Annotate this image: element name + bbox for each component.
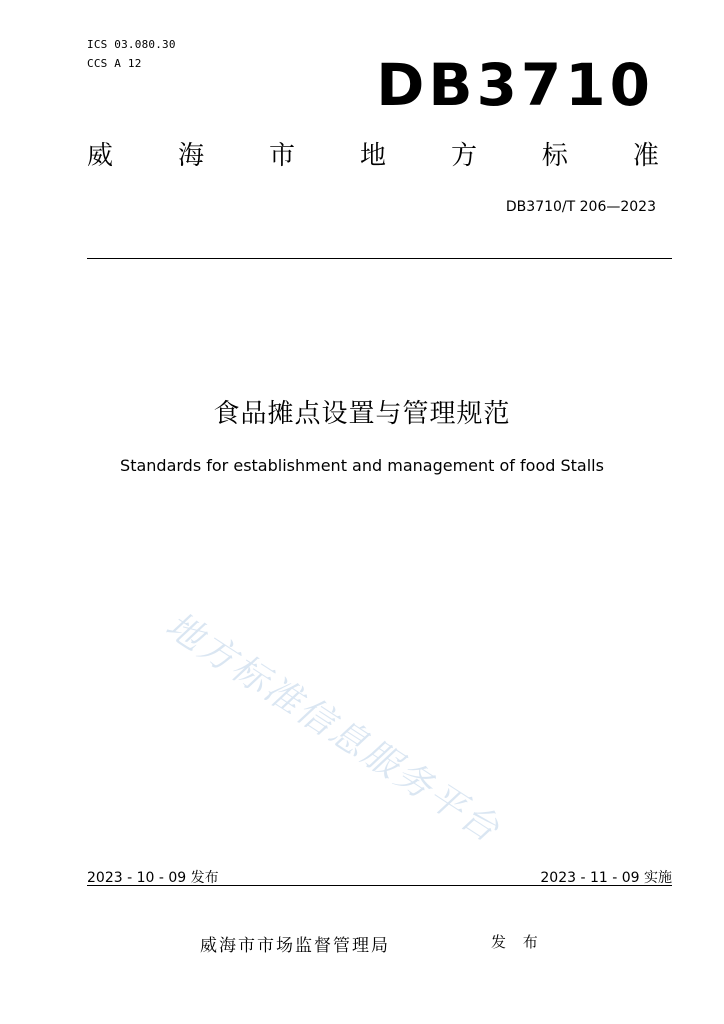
bottom-divider [87,885,672,886]
standard-type-char: 标 [541,141,568,171]
standard-type-heading [87,143,659,169]
standard-type-char: 地 [359,141,386,171]
standard-code-large: DB3710 [376,51,654,119]
title-english: Standards for establishment and management of food Stalls [120,456,604,475]
standard-type-char: 海 [177,141,204,171]
issue-date: 2023 - 10 - 09 发布 [87,870,219,886]
ics-code: ICS 03.080.30 [87,38,176,51]
standard-type-char: 市 [268,141,295,171]
watermark [158,598,575,852]
watermark-text: 地方标准信息服务平台 [158,604,508,852]
standard-type-char: 方 [450,141,477,171]
standard-type-char: 准 [632,141,659,171]
publish-label: 发 布 [491,933,544,951]
publisher-name: 威海市市场监督管理局 [200,936,390,956]
top-divider [87,258,672,259]
title-chinese: 食品摊点设置与管理规范 [213,399,511,429]
ccs-code: CCS A 12 [87,57,142,70]
standard-type-char: 威 [87,141,114,171]
standard-number: DB3710/T 206—2023 [505,199,656,215]
implementation-date: 2023 - 11 - 09 实施 [540,870,672,886]
